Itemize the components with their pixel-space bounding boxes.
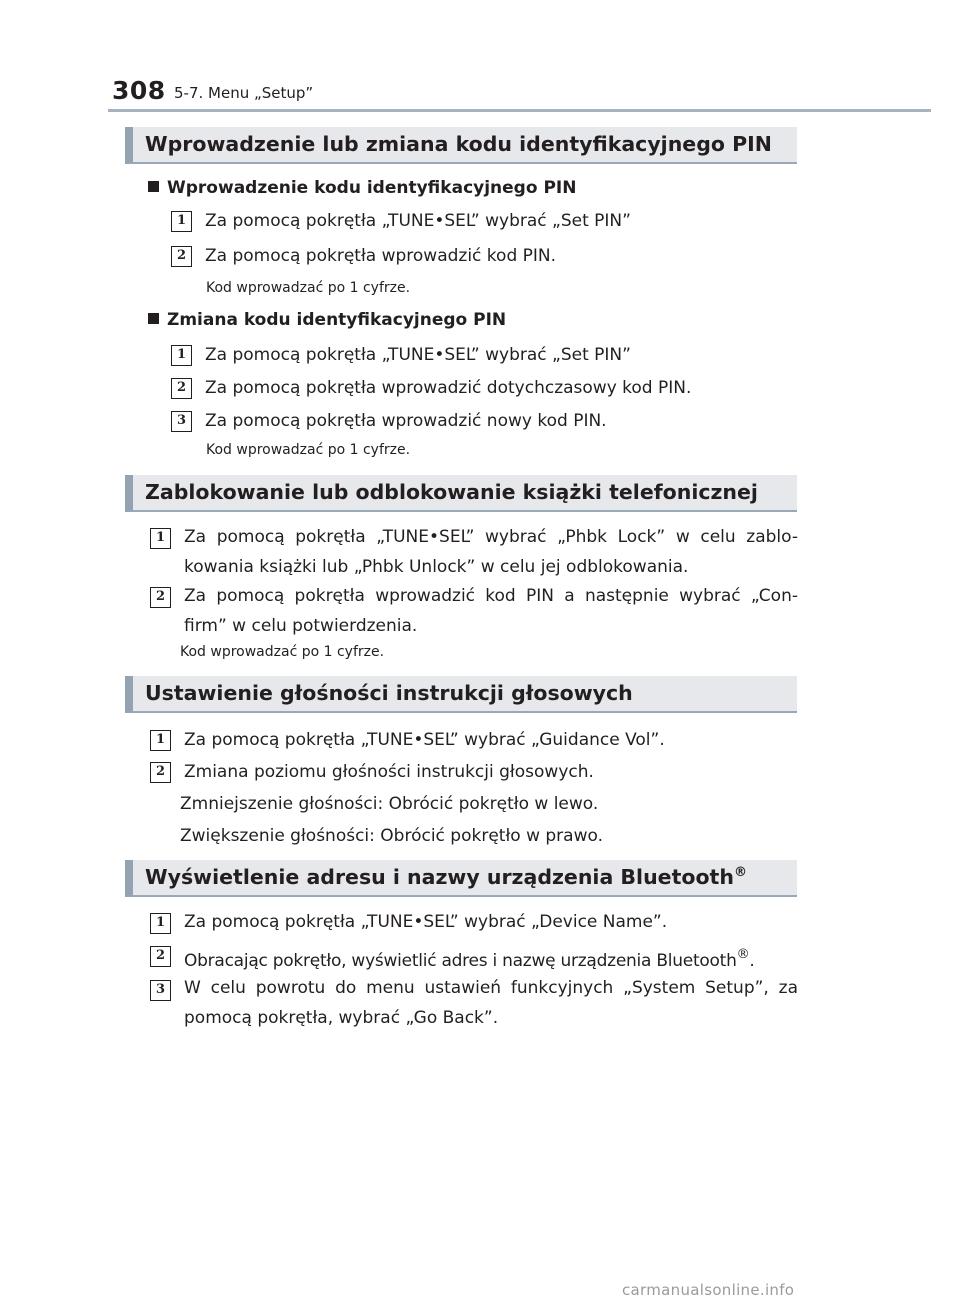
step-badge-1: 1 — [171, 345, 192, 366]
square-bullet-icon — [148, 313, 159, 324]
step-text: Za pomocą pokrętła wprowadzić kod PIN. — [205, 246, 557, 266]
step-badge-1: 1 — [150, 913, 171, 934]
page-header — [0, 0, 960, 112]
subheading-label: Zmiana kodu identyfikacyjnego PIN — [167, 310, 507, 330]
note-text: Kod wprowadzać po 1 cyfrze. — [180, 644, 385, 660]
section-heading-pin — [125, 127, 797, 164]
step-text: Za pomocą pokrętła „TUNE•SEL” wybrać „Set PIN” — [205, 211, 631, 231]
subheading-label: Wprowadzenie kodu identyfikacyjnego PIN — [167, 178, 577, 198]
step-text — [184, 940, 755, 976]
step-badge-2: 2 — [150, 762, 171, 783]
square-bullet-icon — [148, 181, 159, 192]
registered-mark: ® — [736, 947, 750, 962]
step-text: Za pomocą pokrętła wprowadzić kod PIN a następnie wybrać „Con- firm” w celu potwierdzenia. — [184, 586, 798, 636]
step-badge-1: 1 — [150, 730, 171, 751]
page-number: 308 — [112, 76, 166, 105]
subheading-enter-pin — [148, 178, 576, 198]
section-title — [145, 865, 747, 889]
section-title: Zablokowanie lub odblokowanie książki telefonicznej — [145, 480, 758, 504]
step-text: Za pomocą pokrętła „TUNE•SEL” wybrać „Guidance Vol”. — [184, 730, 665, 750]
step-text-main: Obracając pokrętło, wyświetlić adres i nazwę urządzenia Bluetooth — [184, 951, 737, 971]
step-badge-3: 3 — [150, 980, 171, 1001]
chapter-title: 5-7. Menu „Setup” — [174, 84, 314, 102]
step-text: W celu powrotu do menu ustawień funkcyjnych „System Setup”, za pomocą pokrętła, wybrać „Go Back”. — [184, 978, 798, 1028]
step-badge-3: 3 — [171, 411, 192, 432]
step-text: Za pomocą pokrętła „TUNE•SEL” wybrać „Phbk Lock” w celu zablo- kowania książki lub „Phbk Unlock” w celu jej odblokowania. — [184, 527, 798, 577]
step-badge-1: 1 — [150, 528, 171, 549]
step-text: Za pomocą pokrętła „TUNE•SEL” wybrać „Set PIN” — [205, 345, 631, 365]
step-text: Za pomocą pokrętła wprowadzić dotychczasowy kod PIN. — [205, 378, 692, 398]
section-title: Ustawienie głośności instrukcji głosowych — [145, 681, 633, 705]
step-text: Za pomocą pokrętła wprowadzić nowy kod PIN. — [205, 411, 607, 431]
section-heading-bluetooth — [125, 860, 797, 897]
note-text: Kod wprowadzać po 1 cyfrze. — [206, 442, 411, 458]
subheading-change-pin — [148, 310, 506, 330]
step-text-end: . — [749, 951, 755, 971]
section-title-text: Wyświetlenie adresu i nazwy urządzenia Bluetooth — [145, 865, 734, 889]
watermark: carmanualsonline.info — [622, 1281, 795, 1299]
step-badge-2: 2 — [150, 587, 171, 608]
detail-text: Zwiększenie głośności: Obrócić pokrętło w prawo. — [180, 826, 603, 846]
note-text: Kod wprowadzać po 1 cyfrze. — [206, 280, 411, 296]
header-divider — [108, 109, 931, 112]
step-badge-2: 2 — [150, 946, 171, 967]
section-heading-phonebook — [125, 475, 797, 512]
registered-mark: ® — [733, 865, 747, 880]
step-badge-1: 1 — [171, 211, 192, 232]
step-text: Za pomocą pokrętła „TUNE•SEL” wybrać „Device Name”. — [184, 912, 668, 932]
section-heading-volume — [125, 676, 797, 713]
step-badge-2: 2 — [171, 378, 192, 399]
detail-text: Zmniejszenie głośności: Obrócić pokrętło w lewo. — [180, 794, 599, 814]
step-text: Zmiana poziomu głośności instrukcji głosowych. — [184, 762, 594, 782]
step-badge-2: 2 — [171, 246, 192, 267]
section-title: Wprowadzenie lub zmiana kodu identyfikacyjnego PIN — [145, 132, 772, 156]
